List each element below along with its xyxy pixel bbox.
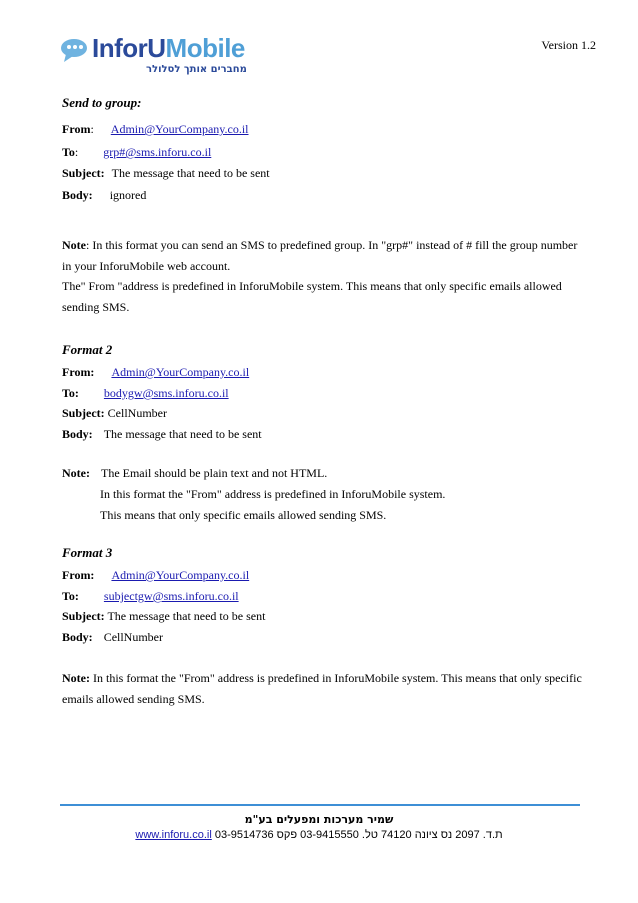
logo-wordmark: InforUMobile — [92, 33, 245, 63]
group-subject-row: Subject: The message that need to be sent — [62, 166, 270, 180]
group-note-line-2: in your InforuMobile web account. — [62, 259, 231, 273]
format2-body-row: Body: The message that need to be sent — [62, 427, 262, 441]
footer-contact-line — [0, 829, 638, 841]
speech-bubble-icon — [60, 37, 90, 63]
format3-note-line-1: Note: In this format the "From" address is predefined in InforuMobile system. This means that only specific — [62, 671, 582, 685]
group-from-row: From: Admin@YourCompany.co.il — [62, 122, 249, 136]
group-note-line-1: Note: In this format you can send an SMS to predefined group. In "grp#" instead of # fill the group number — [62, 238, 578, 252]
section-title-send-to-group: Send to group: — [62, 95, 142, 110]
format2-from-row: From: Admin@YourCompany.co.il — [62, 365, 250, 379]
format3-subject-row: Subject: The message that need to be sent — [62, 609, 266, 623]
group-body-row: Body: ignored — [62, 188, 147, 202]
logo-tagline: מחברים אותך לסלולר — [146, 64, 247, 75]
format2-from-email-link[interactable]: Admin@YourCompany.co.il — [111, 365, 250, 379]
format3-note-line-2: emails allowed sending SMS. — [62, 692, 205, 706]
footer-company-name: שמיר מערכות ומפעלים בע"מ — [244, 813, 394, 826]
format3-from-row: From: Admin@YourCompany.co.il — [62, 568, 250, 582]
group-to-row: To: grp#@sms.inforu.co.il — [62, 145, 212, 159]
section-title-format-2: Format 2 — [62, 342, 113, 357]
version-label: Version 1.2 — [541, 38, 596, 52]
format3-from-email-link[interactable]: Admin@YourCompany.co.il — [111, 568, 250, 582]
footer-contact-details: ת.ד. 2097 נס ציונה 74120 טל. 03-9415550 פקס 03-9514736 — [214, 829, 503, 841]
section-title-format-3: Format 3 — [62, 545, 113, 560]
group-from-email-link[interactable]: Admin@YourCompany.co.il — [110, 122, 249, 136]
inforumobile-logo — [60, 33, 247, 81]
footer-divider — [60, 804, 580, 806]
format3-to-email-link[interactable]: subjectgw@sms.inforu.co.il — [103, 589, 239, 603]
format3-to-row: To: subjectgw@sms.inforu.co.il — [62, 589, 239, 603]
group-note-line-3: The" From "address is predefined in InforuMobile system. This means that only specific emails allowed — [62, 279, 562, 293]
format2-to-email-link[interactable]: bodygw@sms.inforu.co.il — [103, 386, 229, 400]
format2-note-line-1: Note: The Email should be plain text and not HTML. — [62, 466, 328, 480]
format2-subject-row: Subject: CellNumber — [62, 406, 167, 420]
format2-to-row: To: bodygw@sms.inforu.co.il — [62, 386, 229, 400]
format2-note-line-2: In this format the "From" address is predefined in InforuMobile system. — [100, 487, 446, 501]
format3-body-row: Body: CellNumber — [62, 630, 164, 644]
format2-note-line-3: This means that only specific emails allowed sending SMS. — [100, 508, 387, 522]
footer-website-link[interactable]: www.inforu.co.il — [135, 829, 212, 841]
group-note-line-4: sending SMS. — [62, 300, 130, 314]
group-to-email-link[interactable]: grp#@sms.inforu.co.il — [103, 145, 212, 159]
